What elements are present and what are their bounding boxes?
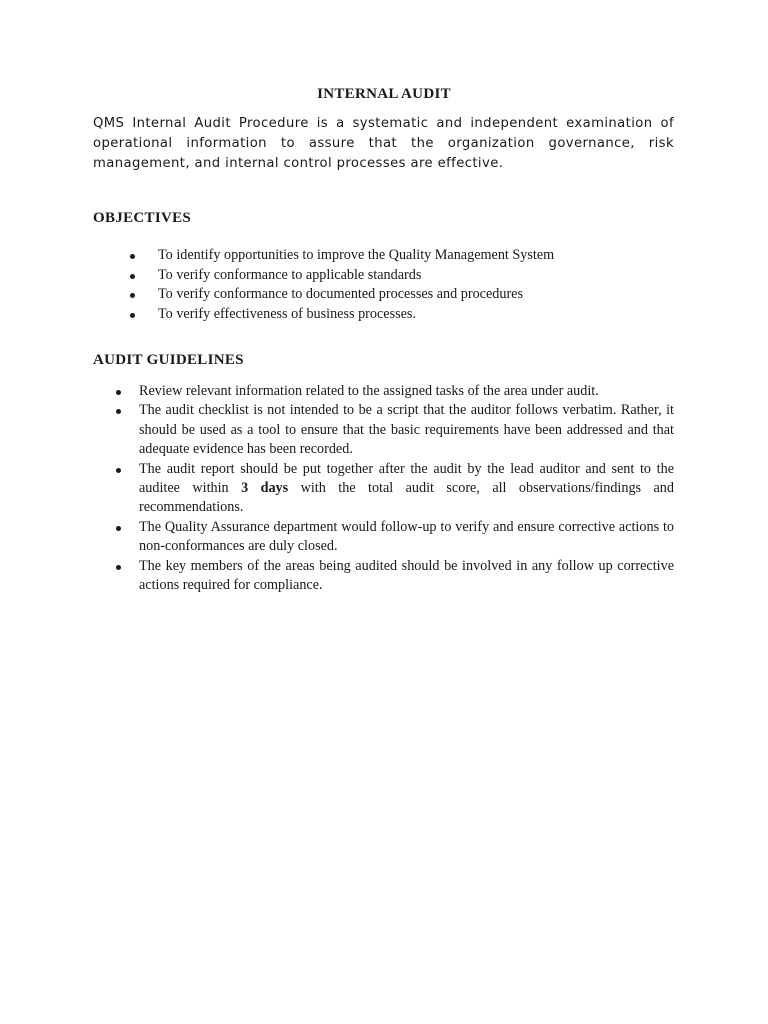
audit-guidelines-list xyxy=(113,382,674,595)
guideline-item: The Quality Assurance department would follow-up to verify and ensure corrective actions to non-conformances are duly closed. xyxy=(113,518,674,557)
guideline-item: Review relevant information related to the assigned tasks of the area under audit. xyxy=(113,382,674,401)
guideline-item xyxy=(113,460,674,518)
objectives-heading: OBJECTIVES xyxy=(93,210,192,226)
deadline-emphasis: 3 days xyxy=(241,480,289,497)
audit-guidelines-heading: AUDIT GUIDELINES xyxy=(93,352,244,368)
intro-paragraph: QMS Internal Audit Procedure is a systematic and independent examination of operational information to assure that the organization governance, risk management, and internal control processes are effective. xyxy=(93,116,674,171)
objective-item: To verify conformance to documented processes and procedures xyxy=(130,285,670,305)
objective-item: To verify conformance to applicable standards xyxy=(130,266,670,286)
document-title: INTERNAL AUDIT xyxy=(317,86,451,102)
objectives-list xyxy=(130,246,670,325)
guideline-item: The audit checklist is not intended to be a script that the auditor follows verbatim. Rather, it should be used as a tool to ensure that the basic requirements have been addressed and that adequate evidence has been recorded. xyxy=(113,401,674,459)
guideline-item: The key members of the areas being audited should be involved in any follow up corrective actions required for compliance. xyxy=(113,557,674,596)
objective-item: To identify opportunities to improve the Quality Management System xyxy=(130,246,670,266)
guideline-text: with the total audit score, all observations/findings and recommendations. xyxy=(139,480,674,516)
objective-item: To verify effectiveness of business processes. xyxy=(130,305,670,325)
guideline-text: The audit report should be put together after the audit by the lead auditor and sent to the auditee within xyxy=(139,460,674,497)
